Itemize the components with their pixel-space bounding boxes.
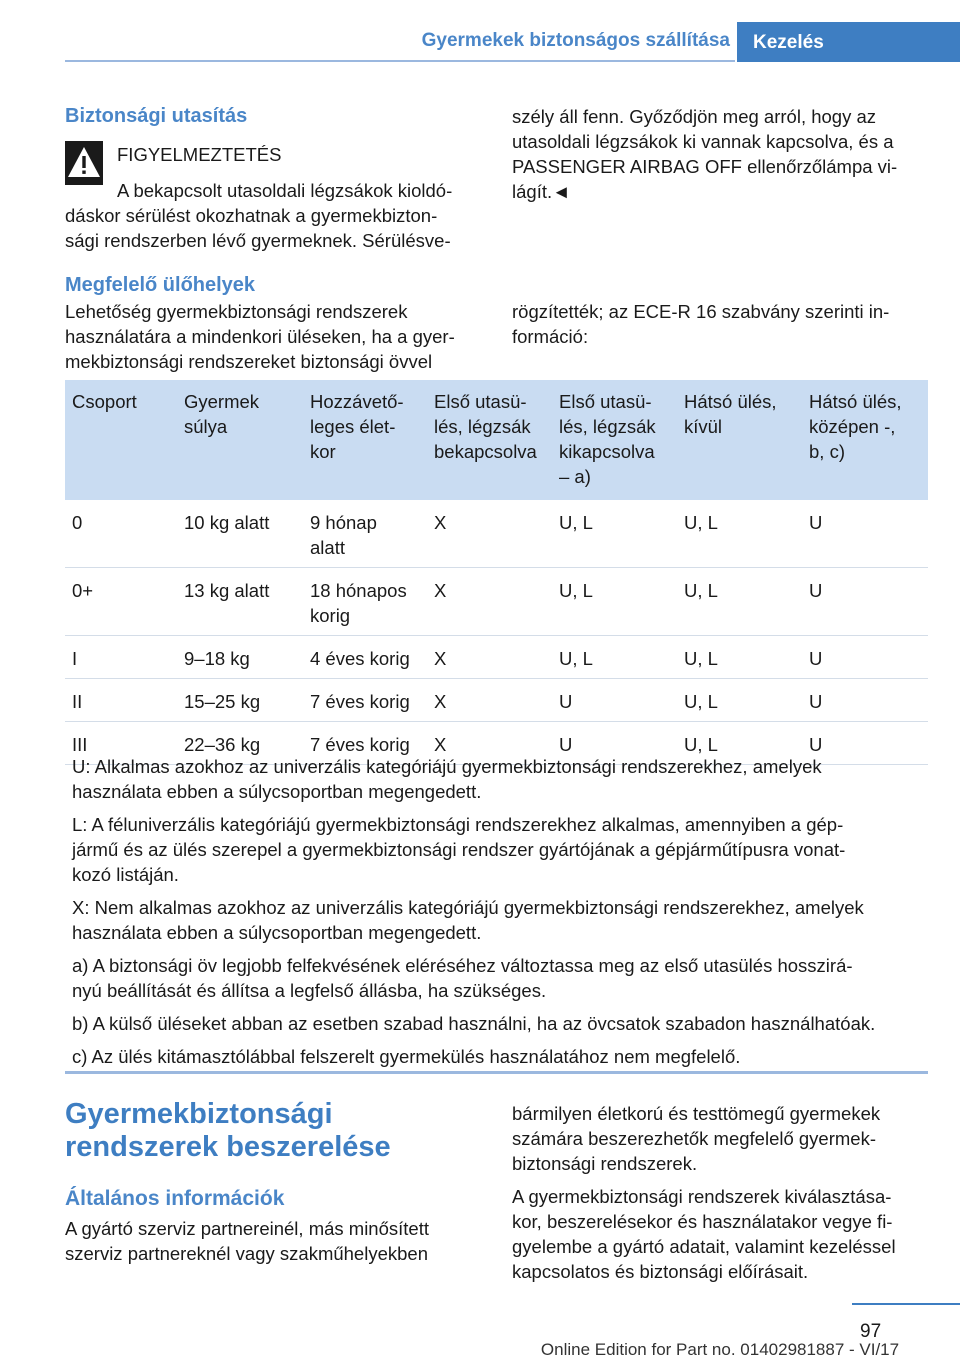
seating-text-line: mekbiztonsági rendszereket biztonsági övvel xyxy=(65,351,433,372)
note-l: L: A féluniverzális kategóriájú gyermekbiztonsági rendszerekhez alkalmas, amennyiben a gép- jármű és az ülés szerepel a gyermekbiztonsági rendszer gyártójának a gépjárműtípusra vonat- kozó listáján. xyxy=(72,814,846,885)
table-cell: 13 kg alatt xyxy=(177,568,303,636)
install-text-line: A gyermekbiztonsági rendszerek kiválasztása- xyxy=(512,1186,892,1207)
table-cell: II xyxy=(65,679,177,722)
footer-rule xyxy=(852,1303,960,1305)
table-cell: 9 hónap alatt xyxy=(303,500,427,568)
table-cell: X xyxy=(427,500,552,568)
install-text-line: gyelembe a gyártó adatait, valamint kezeléssel xyxy=(512,1236,896,1257)
table-cell: 7 éves korig xyxy=(303,679,427,722)
install-subtitle: Általános információk xyxy=(65,1187,285,1210)
warning-continued-line: PASSENGER AIRBAG OFF ellenőrzőlámpa vi- xyxy=(512,156,898,177)
install-title-line: rendszerek beszerelése xyxy=(65,1131,391,1163)
table-cell: 15–25 kg xyxy=(177,679,303,722)
install-text-line: A gyártó szerviz partnereinél, más minősített xyxy=(65,1218,429,1239)
table-row xyxy=(65,679,928,722)
note-b: b) A külső üléseket abban az esetben szabad használni, ha az övcsatok szabadon használhatóak. xyxy=(72,1013,876,1034)
section-divider xyxy=(65,1071,928,1074)
install-text-line: szerviz partnereknél vagy szakműhelyekben xyxy=(65,1243,428,1264)
table-cell: 4 éves korig xyxy=(303,636,427,679)
table-cell: 7 éves korig xyxy=(303,722,427,765)
header-rule xyxy=(65,60,735,62)
warning-triangle-icon xyxy=(65,141,103,185)
table-cell: U xyxy=(802,636,928,679)
table-cell: 18 hónapos korig xyxy=(303,568,427,636)
table-cell: 10 kg alatt xyxy=(177,500,303,568)
table-cell: U, L xyxy=(552,500,677,568)
table-row xyxy=(65,500,928,568)
table-cell: 0 xyxy=(65,500,177,568)
table-cell: U, L xyxy=(677,636,802,679)
table-header-cell: Hátsó ülés, kívül xyxy=(677,380,802,500)
footer-edition: Online Edition for Part no. 01402981887 - VI/17 xyxy=(540,1340,900,1359)
note-a: a) A biztonsági öv legjobb felfekvésének eléréséhez változtassa meg az első utasülés hosszirá- nyú beállítását és állítsa a legfelső állásba, ha szükséges. xyxy=(72,955,853,1001)
table-cell: U, L xyxy=(677,568,802,636)
table-header-cell: Első utasü- lés, légzsák kikapcsolva – a) xyxy=(552,380,677,500)
table-header-cell: Hozzávető- leges élet- kor xyxy=(303,380,427,500)
seating-text-line: használatára a mindenkori üléseken, ha a gyer- xyxy=(65,326,455,347)
table-cell: 9–18 kg xyxy=(177,636,303,679)
seating-title: Megfelelő ülőhelyek xyxy=(65,274,256,296)
warning-continued-line: lágít.◄ xyxy=(512,181,571,202)
table-cell: U, L xyxy=(677,500,802,568)
table-row xyxy=(65,636,928,679)
table-cell: U xyxy=(802,722,928,765)
install-text-line: számára beszerezhetők megfelelő gyermek- xyxy=(512,1128,876,1149)
note-u: U: Alkalmas azokhoz az univerzális kategóriájú gyermekbiztonsági rendszerekhez, amelyek használata ebben a súlycsoportban megengedett. xyxy=(72,756,822,802)
seat-suitability-table xyxy=(65,380,928,765)
table-cell: X xyxy=(427,636,552,679)
table-header-row xyxy=(65,380,928,500)
table-cell: 0+ xyxy=(65,568,177,636)
warning-continued-line: szély áll fenn. Győződjön meg arról, hogy az xyxy=(512,106,877,127)
table-header-cell: Hátsó ülés, középen -, b, c) xyxy=(802,380,928,500)
table-row xyxy=(65,568,928,636)
table-header-cell: Első utasü- lés, légzsák bekapcsolva xyxy=(427,380,552,500)
table-cell: U xyxy=(552,722,677,765)
warning-text-line: sági rendszerben lévő gyermeknek. Sérülésve- xyxy=(65,230,451,251)
install-text-line: kapcsolatos és biztonsági előírásait. xyxy=(512,1261,809,1282)
seating-text-line: Lehetőség gyermekbiztonsági rendszerek xyxy=(65,301,408,322)
table-header-cell: Gyermek súlya xyxy=(177,380,303,500)
note-c: c) Az ülés kitámasztólábbal felszerelt gyermekülés használatához nem megfelelő. xyxy=(72,1046,741,1067)
install-title-line: Gyermekbiztonsági xyxy=(65,1098,333,1130)
table-notes xyxy=(72,754,928,1077)
seating-text-line: rögzítették; az ECE-R 16 szabvány szerinti in- xyxy=(512,301,890,322)
table-cell: U, L xyxy=(677,722,802,765)
table-cell: X xyxy=(427,679,552,722)
seating-text-line: formáció: xyxy=(512,326,589,347)
header-chapter-tab[interactable]: Kezelés xyxy=(737,22,960,62)
note-x: X: Nem alkalmas azokhoz az univerzális kategóriájú gyermekbiztonsági rendszerekhez, amelyek használata ebben a súlycsoportban megengedett. xyxy=(72,897,864,943)
table-cell: I xyxy=(65,636,177,679)
warning-text-line: A bekapcsolt utasoldali légzsákok kioldó- xyxy=(117,180,453,201)
page-number: 97 xyxy=(860,1321,882,1342)
table-cell: U xyxy=(802,500,928,568)
warning-text-line: dáskor sérülést okozhatnak a gyermekbizton- xyxy=(65,205,438,226)
install-text-line: bármilyen életkorú és testtömegű gyermekek xyxy=(512,1103,881,1124)
table-header-cell: Csoport xyxy=(65,380,177,500)
table-cell: III xyxy=(65,722,177,765)
table-cell: U xyxy=(552,679,677,722)
table-cell: X xyxy=(427,722,552,765)
header-section-title: Gyermekek biztonságos szállítása xyxy=(421,30,730,51)
safety-title: Biztonsági utasítás xyxy=(65,105,248,127)
table-cell: U xyxy=(802,568,928,636)
table-cell: U, L xyxy=(552,636,677,679)
table-cell: U, L xyxy=(677,679,802,722)
warning-label: FIGYELMEZTETÉS xyxy=(117,144,282,165)
table-cell: U, L xyxy=(552,568,677,636)
table-cell: X xyxy=(427,568,552,636)
warning-continued-line: utasoldali légzsákok ki vannak kapcsolva, és a xyxy=(512,131,894,152)
table-cell: U xyxy=(802,679,928,722)
install-text-line: biztonsági rendszerek. xyxy=(512,1153,698,1174)
install-text-line: kor, beszerelésekor és használatakor vegye fi- xyxy=(512,1211,893,1232)
table-cell: 22–36 kg xyxy=(177,722,303,765)
